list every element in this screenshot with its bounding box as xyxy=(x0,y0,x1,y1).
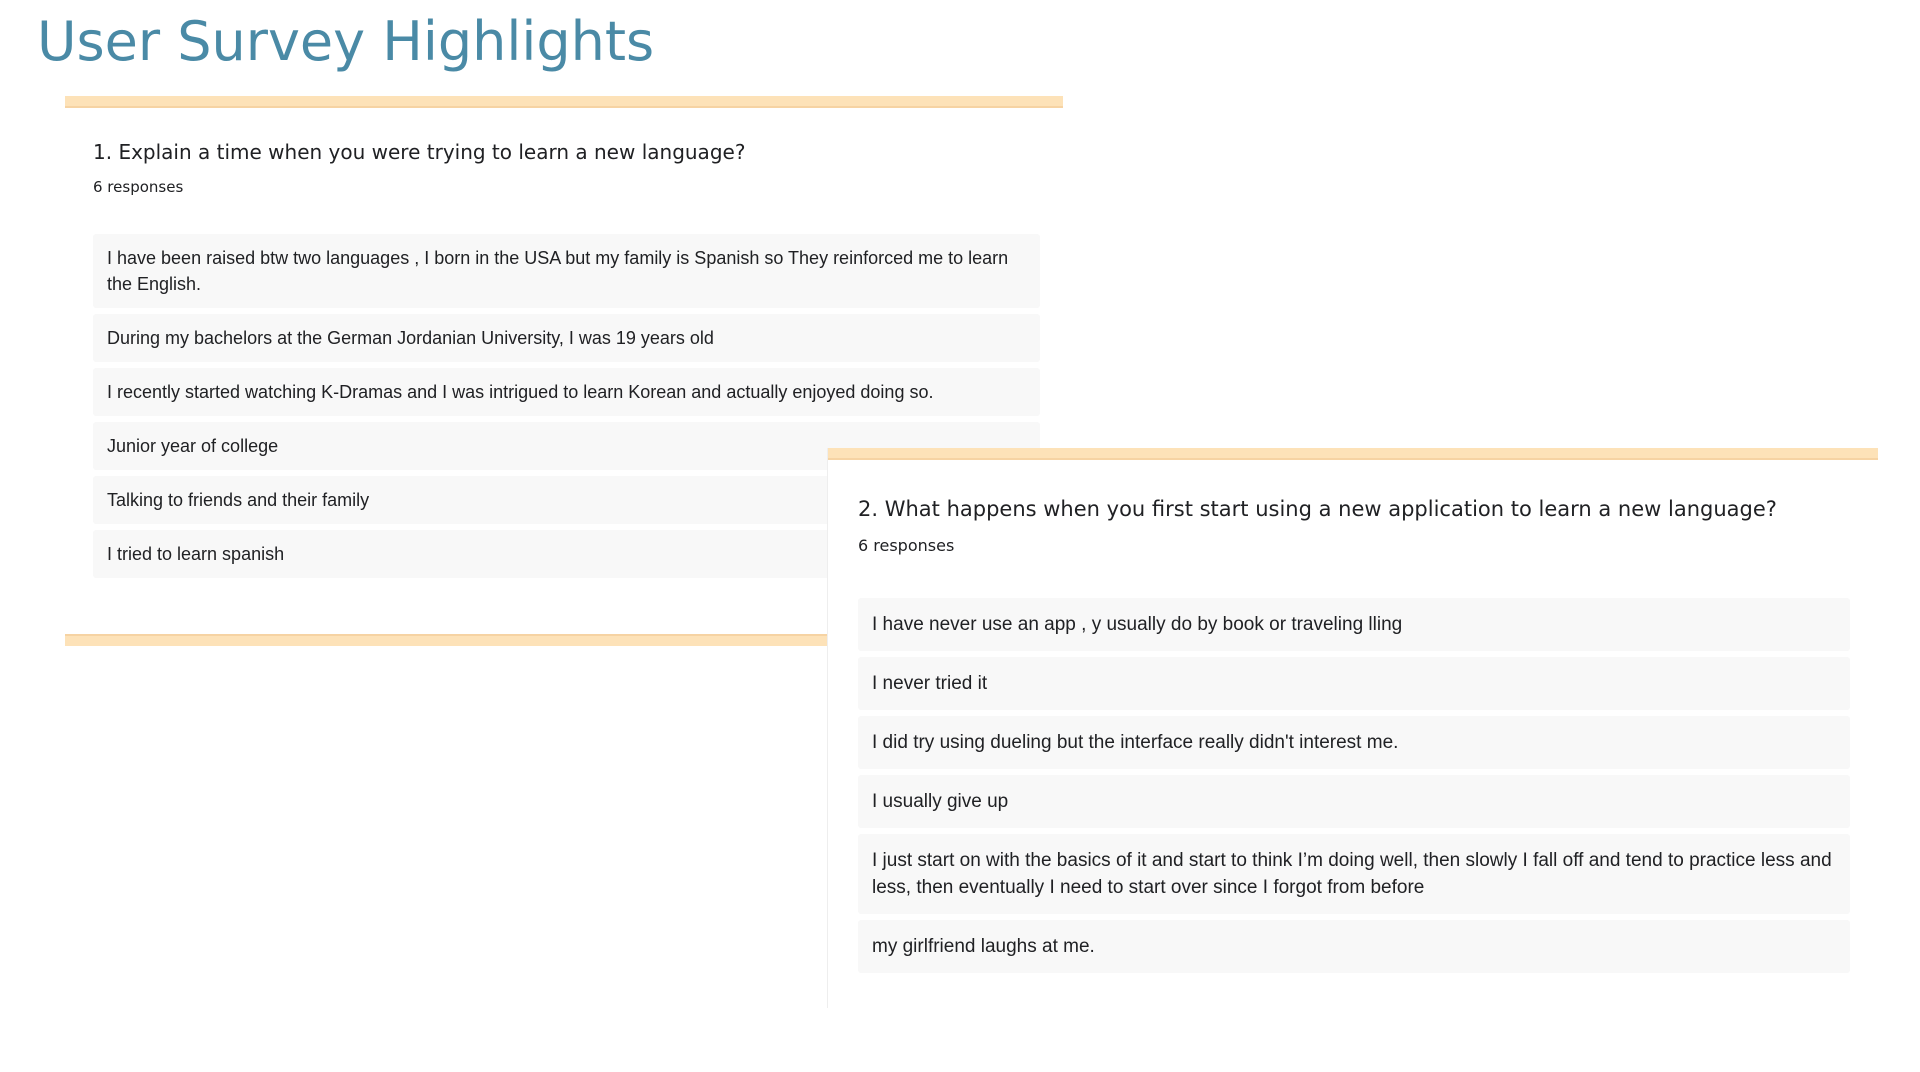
card-top-accent-bar xyxy=(828,448,1878,460)
response-item: I did try using dueling but the interface really didn't interest me. xyxy=(858,716,1850,769)
card-top-accent-bar xyxy=(65,96,1063,108)
response-item: During my bachelors at the German Jordanian University, I was 19 years old xyxy=(93,314,1040,362)
response-item: I have never use an app , y usually do by book or traveling lling xyxy=(858,598,1850,651)
response-count: 6 responses xyxy=(858,536,955,555)
response-item: I just start on with the basics of it and start to think I’m doing well, then slowly I fall off and tend to practice less and less, then eventually I need to start over since I forgot from before xyxy=(858,834,1850,914)
question-title: 1. Explain a time when you were trying to learn a new language? xyxy=(93,140,746,164)
response-count: 6 responses xyxy=(93,178,184,196)
response-item: I recently started watching K-Dramas and I was intrigued to learn Korean and actually enjoyed doing so. xyxy=(93,368,1040,416)
response-item: my girlfriend laughs at me. xyxy=(858,920,1850,973)
survey-card-question-2 xyxy=(828,448,1878,1008)
response-item: Junior year of college xyxy=(93,422,1040,470)
response-item: Talking to friends and their family xyxy=(93,476,1040,524)
response-item: I never tried it xyxy=(858,657,1850,710)
page-title: User Survey Highlights xyxy=(37,10,655,73)
response-item: I tried to learn spanish xyxy=(93,530,1040,578)
response-list xyxy=(858,598,1850,979)
question-title: 2. What happens when you first start using a new application to learn a new language? xyxy=(858,497,1777,521)
response-item: I usually give up xyxy=(858,775,1850,828)
response-item: I have been raised btw two languages , I born in the USA but my family is Spanish so They reinforced me to learn the English. xyxy=(93,234,1040,308)
